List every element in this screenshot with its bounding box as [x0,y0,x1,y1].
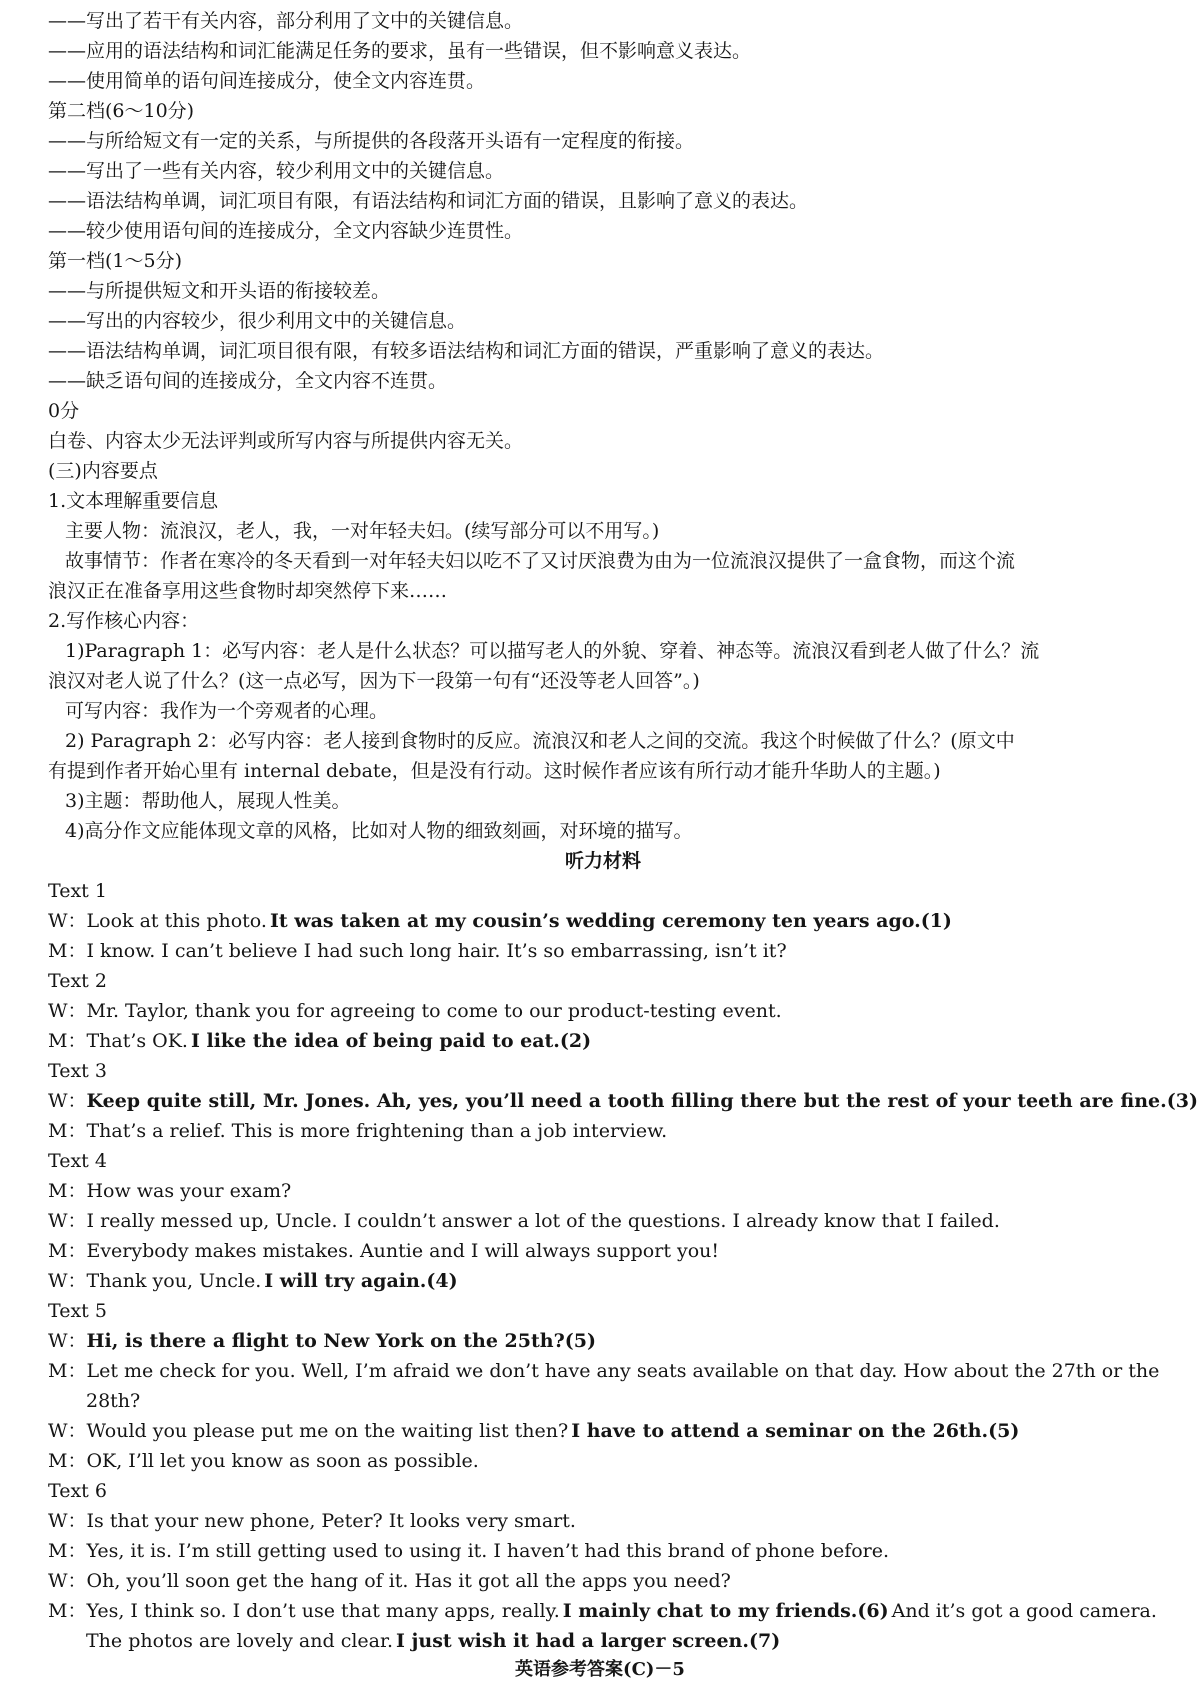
speech: M：Yes, I think so. I don’t use that many apps, really. [48,1600,560,1622]
speaker: W： [48,1330,87,1352]
question-number: (5) [988,1420,1020,1442]
rubric-line: ——缺乏语句间的连接成分，全文内容不连贯。 [48,370,448,392]
dialogue-line [48,1596,1158,1626]
key-sentence: I will try again. [264,1270,427,1292]
text-label: Text 6 [48,1480,107,1502]
speech: W：Thank you, Uncle. [48,1270,262,1292]
question-number: (4) [426,1270,458,1292]
speech: W：Would you please put me on the waiting list then? [48,1420,569,1442]
rubric-line: ——写出的内容较少，很少利用文中的关键信息。 [48,310,467,332]
dialogue-line: W：I really messed up, Uncle. I couldn’t answer a lot of the questions. I already know that I failed. [48,1210,1000,1232]
zero-tier-desc: 白卷、内容太少无法评判或所写内容与所提供内容无关。 [48,430,524,452]
question-number: (6) [857,1600,889,1622]
speech: W：Look at this photo. [48,910,267,932]
paragraph1-optional: 可写内容：我作为一个旁观者的心理。 [65,700,389,722]
key-sentence: I mainly chat to my friends. [562,1600,858,1622]
rubric-line: ——应用的语法结构和词汇能满足任务的要求，虽有一些错误，但不影响意义表达。 [48,40,752,62]
dialogue-line [48,1266,1158,1296]
text-label: Text 1 [48,880,107,902]
rubric-line: ——使用简单的语句间连接成分，使全文内容连贯。 [48,70,486,92]
key-sentence: Keep quite still, Mr. Jones. Ah, yes, you’ll need a tooth filling there but the rest of your teeth are fine. [86,1090,1167,1112]
speech: The photos are lovely and clear. [86,1630,394,1652]
dialogue-line: M：Let me check for you. Well, I’m afraid we don’t have any seats available on that day. How about the 27th or the [48,1360,1160,1382]
rubric-line: ——与所给短文有一定的关系，与所提供的各段落开头语有一定程度的衔接。 [48,130,695,152]
question-number: (1) [920,910,952,932]
speech: M：That’s OK. [48,1030,188,1052]
tier1-title: 第一档(1～5分) [48,250,183,272]
section2-title: 2.写作核心内容： [48,610,200,632]
dialogue-line [48,1086,1198,1116]
key-sentence: I like the idea of being paid to eat. [190,1030,560,1052]
rubric-line: ——写出了若干有关内容，部分利用了文中的关键信息。 [48,10,524,32]
dialogue-line: M：Everybody makes mistakes. Auntie and I will always support you! [48,1240,720,1262]
question-number: (3) [1166,1090,1198,1112]
paragraph2-point: 2) Paragraph 2：必写内容：老人接到食物时的反应。流浪汉和老人之间的交流。我这个时候做了什么？(原文中 [65,730,1015,752]
dialogue-line: M：I know. I can’t believe I had such long hair. It’s so embarrassing, isn’t it? [48,940,787,962]
tier2-title: 第二档(6～10分) [48,100,195,122]
rubric-line: ——语法结构单调，词汇项目有限，有语法结构和词汇方面的错误，且影响了意义的表达。 [48,190,809,212]
question-number: (2) [559,1030,592,1052]
dialogue-line: M：How was your exam? [48,1180,292,1202]
dialogue-line: W：Is that your new phone, Peter? It looks very smart. [48,1510,576,1532]
dialogue-line: M：OK, I’ll let you know as soon as possible. [48,1450,479,1472]
style-point: 4)高分作文应能体现文章的风格，比如对人物的细致刻画，对环境的描写。 [65,820,693,842]
speaker: W： [48,1090,87,1112]
section1-title: 1.文本理解重要信息 [48,490,219,512]
characters-line: 主要人物：流浪汉，老人，我，一对年轻夫妇。(续写部分可以不用写。) [65,520,660,542]
page-footer: 英语参考答案(C)－5 [515,1659,685,1680]
text-label: Text 2 [48,970,107,992]
text-label: Text 5 [48,1300,107,1322]
text-label: Text 4 [48,1150,107,1172]
rubric-line: ——较少使用语句间的连接成分，全文内容缺少连贯性。 [48,220,524,242]
dialogue-line [48,1626,1158,1656]
key-sentence: I have to attend a seminar on the 26th. [571,1420,989,1442]
key-points-title: (三)内容要点 [48,460,158,482]
listening-title: 听力材料 [564,850,641,872]
plot-line: 故事情节：作者在寒冷的冬天看到一对年轻夫妇以吃不了又讨厌浪费为由为一位流浪汉提供了一盒食物，而这个流 [65,550,1016,572]
question-number: (5) [564,1330,596,1352]
speech: And it’s got a good camera. [891,1600,1157,1622]
page-body [48,6,1198,1656]
dialogue-line: W：Mr. Taylor, thank you for agreeing to come to our product-testing event. [48,1000,782,1022]
plot-line: 浪汉正在准备享用这些食物时却突然停下来…… [48,580,448,602]
question-number: (7) [749,1630,781,1652]
dialogue-line: M：Yes, it is. I’m still getting used to using it. I haven’t had this brand of phone before. [48,1540,890,1562]
dialogue-line: W：Oh, you’ll soon get the hang of it. Has it got all the apps you need? [48,1570,731,1592]
dialogue-line [48,1416,1158,1446]
rubric-line: ——语法结构单调，词汇项目很有限，有较多语法结构和词汇方面的错误，严重影响了意义的表达。 [48,340,885,362]
key-sentence: I just wish it had a larger screen. [396,1630,749,1652]
dialogue-line [48,906,1158,936]
theme-point: 3)主题：帮助他人，展现人性美。 [65,790,351,812]
text-label: Text 3 [48,1060,107,1082]
rubric-line: ——与所提供短文和开头语的衔接较差。 [48,280,391,302]
dialogue-line [48,1326,1158,1356]
paragraph1-point: 浪汉对老人说了什么？(这一点必写，因为下一段第一句有“还没等老人回答”。) [48,670,700,692]
paragraph2-point: 有提到作者开始心里有 internal debate，但是没有行动。这时候作者应该有所行动才能升华助人的主题。) [48,760,941,782]
dialogue-line [48,1026,1158,1056]
rubric-line: ——写出了一些有关内容，较少利用文中的关键信息。 [48,160,505,182]
dialogue-line: M：That’s a relief. This is more frightening than a job interview. [48,1120,668,1142]
paragraph1-point: 1)Paragraph 1：必写内容：老人是什么状态？可以描写老人的外貌、穿着、神态等。流浪汉看到老人做了什么？流 [65,640,1040,662]
key-sentence: Hi, is there a flight to New York on the 25th? [86,1330,565,1352]
zero-tier-title: 0分 [48,400,80,422]
key-sentence: It was taken at my cousin’s wedding ceremony ten years ago. [269,910,921,932]
dialogue-line: 28th? [86,1390,141,1412]
